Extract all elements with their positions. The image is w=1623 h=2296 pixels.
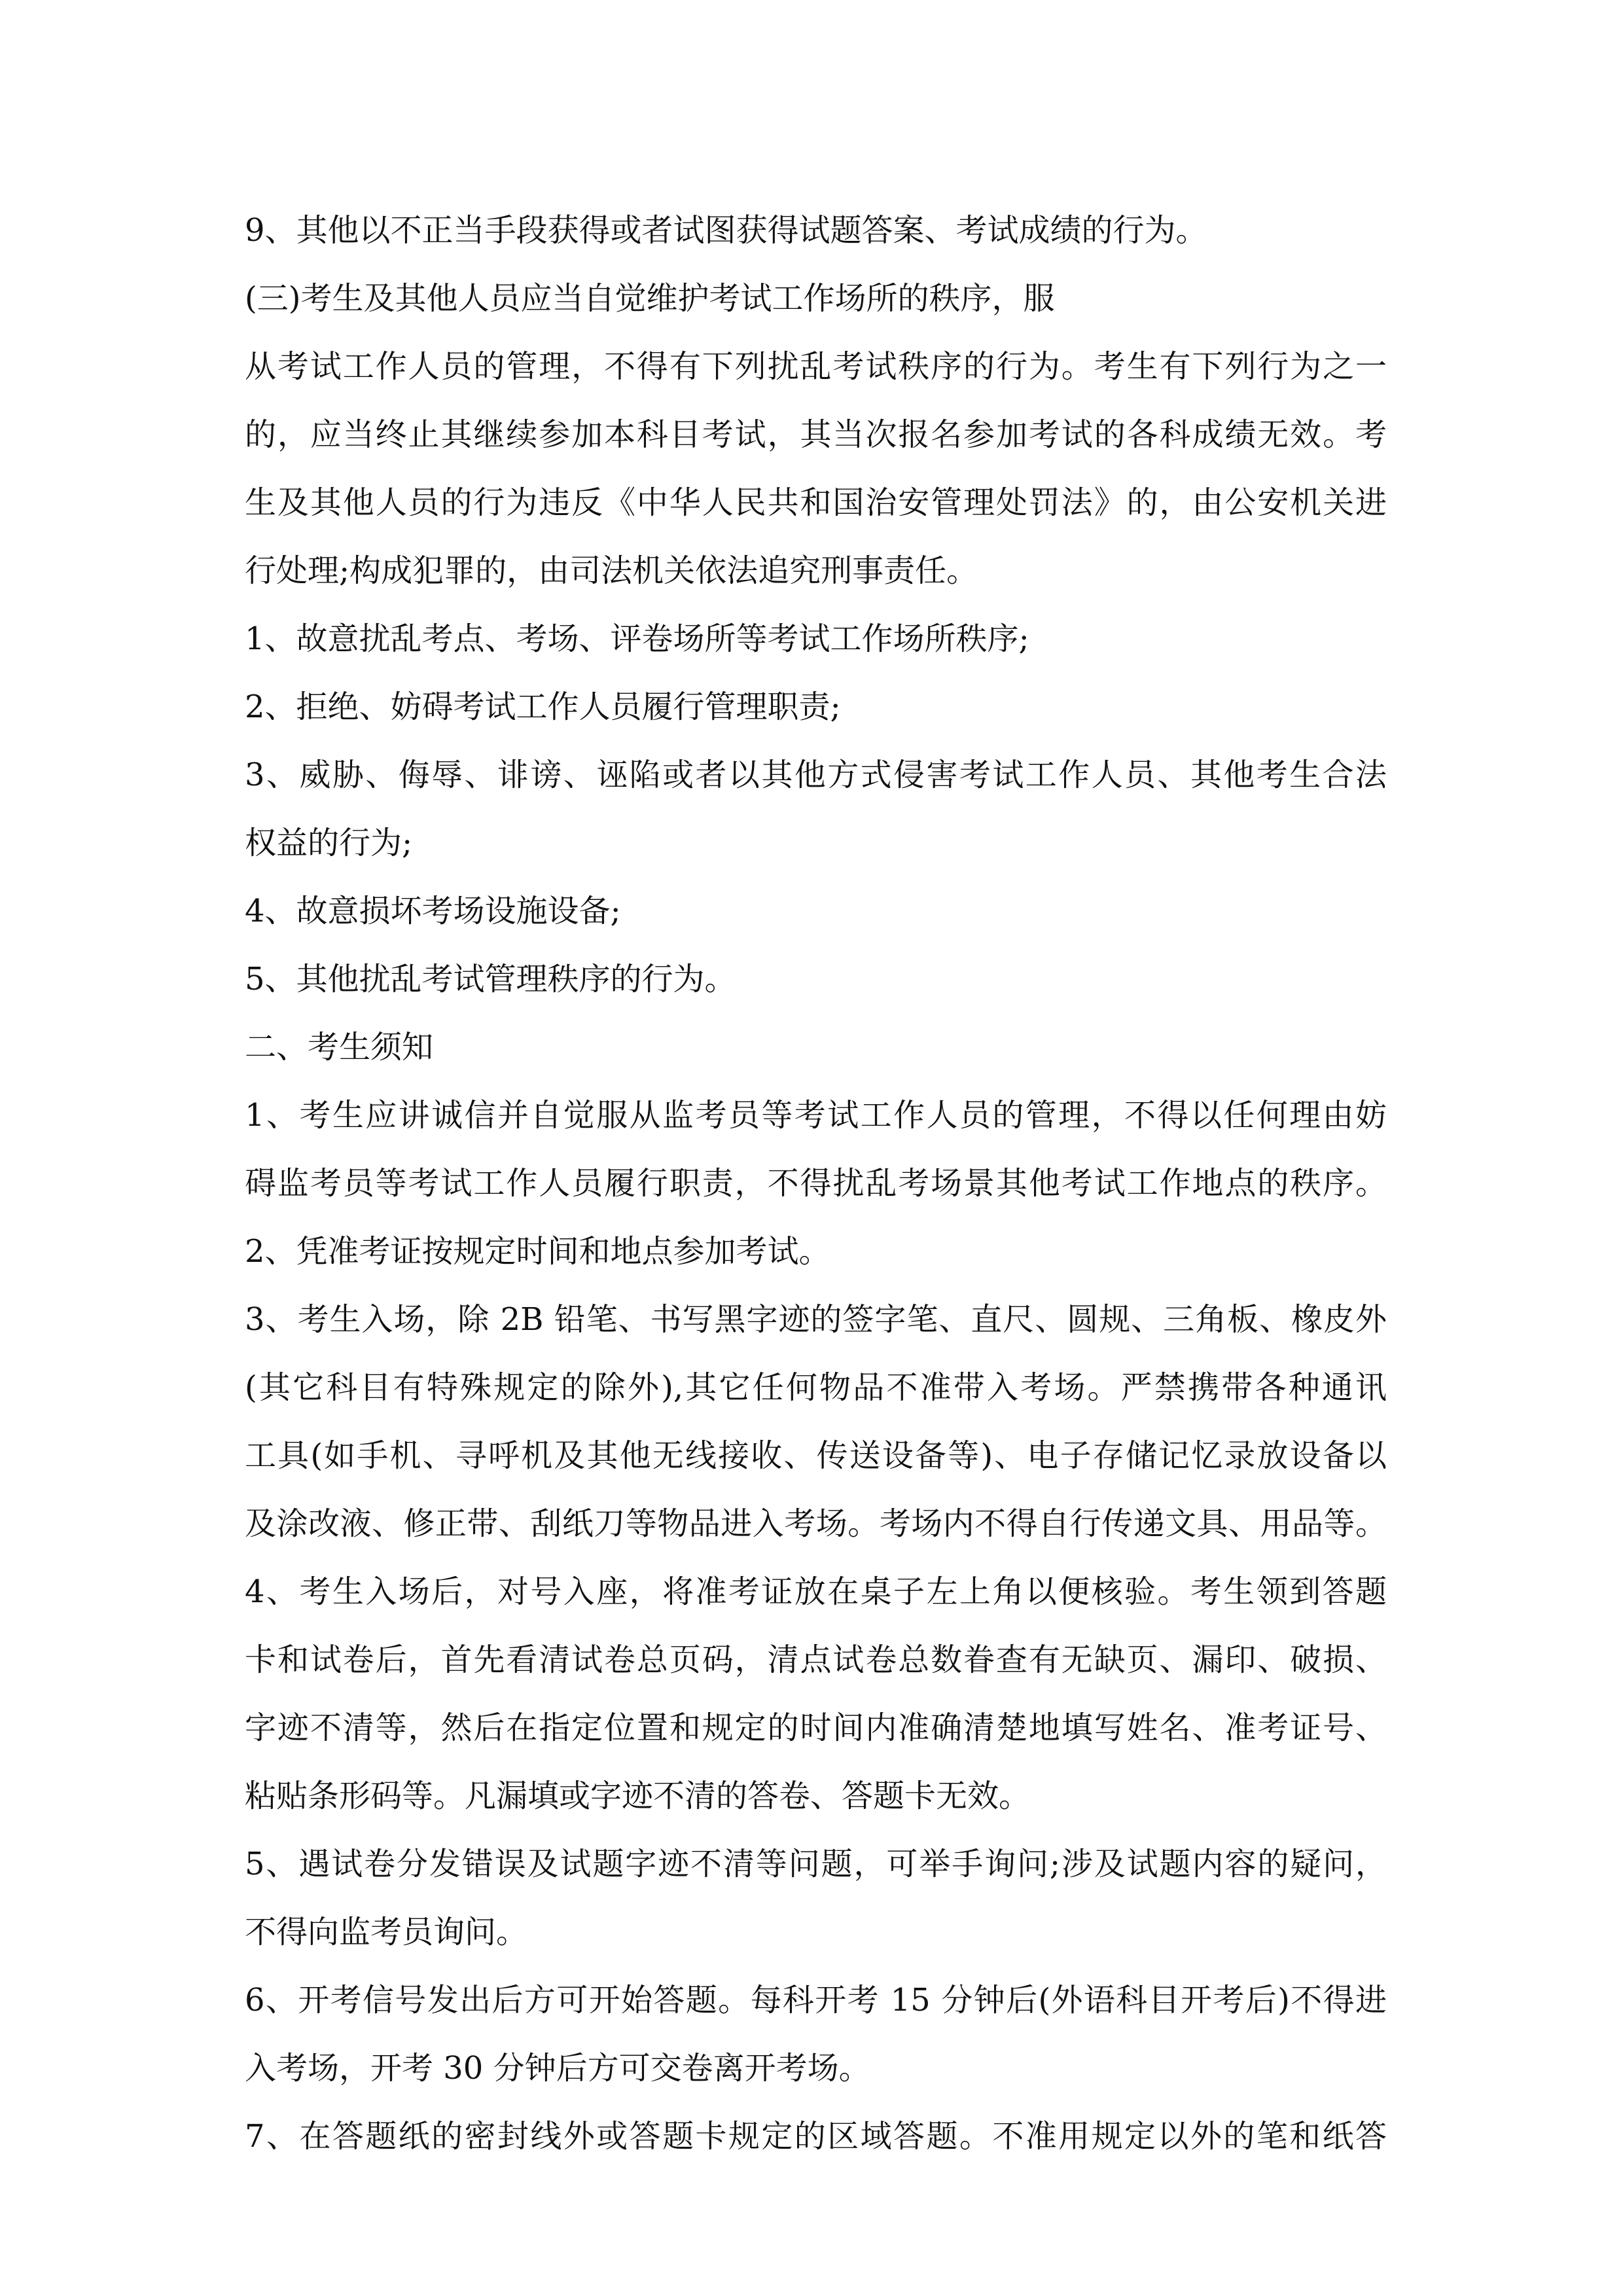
text-line: 工具(如手机、寻呼机及其他无线接收、传送设备等)、电子存储记忆录放设备以 xyxy=(245,1437,1387,1474)
text-line: 3、考生入场，除 2B 铅笔、书写黑字迹的签字笔、直尺、圆规、三角板、橡皮外 xyxy=(245,1301,1387,1338)
text-line: 1、考生应讲诚信并自觉服从监考员等考试工作人员的管理，不得以任何理由妨 xyxy=(245,1097,1387,1134)
text-line: 2、凭准考证按规定时间和地点参加考试。 xyxy=(245,1233,830,1270)
section-heading: 二、考生须知 xyxy=(245,1029,434,1066)
text-line: 3、威胁、侮辱、诽谤、诬陷或者以其他方式侵害考试工作人员、其他考生合法 xyxy=(245,757,1387,793)
text-line: 权益的行为; xyxy=(245,825,413,861)
text-line: (三)考生及其他人员应当自觉维护考试工作场所的秩序，服 xyxy=(245,280,1055,317)
text-line: (其它科目有特殊规定的除外),其它任何物品不准带入考场。严禁携带各种通讯 xyxy=(245,1369,1387,1406)
text-line: 5、其他扰乱考试管理秩序的行为。 xyxy=(245,961,736,997)
text-line: 1、故意扰乱考点、考场、评卷场所等考试工作场所秩序; xyxy=(245,620,1029,657)
text-line: 的，应当终止其继续参加本科目考试，其当次报名参加考试的各科成绩无效。考 xyxy=(245,416,1387,453)
text-line: 4、考生入场后，对号入座，将准考证放在桌子左上角以便核验。考生领到答题 xyxy=(245,1573,1387,1610)
text-line: 入考场，开考 30 分钟后方可交卷离开考场。 xyxy=(245,2050,870,2087)
text-line: 从考试工作人员的管理，不得有下列扰乱考试秩序的行为。考生有下列行为之一 xyxy=(245,348,1387,385)
body-text xyxy=(245,196,1387,2170)
text-line: 卡和试卷后，首先看清试卷总页码，清点试卷总数眷查有无缺页、漏印、破损、 xyxy=(245,1641,1387,1678)
text-line: 6、开考信号发出后方可开始答题。每科开考 15 分钟后(外语科目开考后)不得进 xyxy=(245,1982,1387,2018)
text-line: 不得向监考员询问。 xyxy=(245,1914,528,1950)
text-line: 碍监考员等考试工作人员履行职责，不得扰乱考场景其他考试工作地点的秩序。 xyxy=(245,1165,1387,1202)
text-line: 4、故意损坏考场设施设备; xyxy=(245,893,621,929)
text-line: 生及其他人员的行为违反《中华人民共和国治安管理处罚法》的，由公安机关进 xyxy=(245,484,1387,521)
text-line: 9、其他以不正当手段获得或者试图获得试题答案、考试成绩的行为。 xyxy=(245,212,1207,249)
text-line: 字迹不清等，然后在指定位置和规定的时间内准确清楚地填写姓名、准考证号、 xyxy=(245,1710,1387,1746)
text-line: 7、在答题纸的密封线外或答题卡规定的区域答题。不准用规定以外的笔和纸答 xyxy=(245,2118,1387,2155)
text-line: 2、拒绝、妨碍考试工作人员履行管理职责; xyxy=(245,689,841,725)
text-line: 5、遇试卷分发错误及试题字迹不清等问题，可举手询问;涉及试题内容的疑问， xyxy=(245,1846,1387,1882)
text-line: 行处理;构成犯罪的，由司法机关依法追究刑事责任。 xyxy=(245,552,978,589)
text-line: 粘贴条形码等。凡漏填或字迹不清的答卷、答题卡无效。 xyxy=(245,1778,1031,1814)
text-line: 及涂改液、修正带、刮纸刀等物品进入考场。考场内不得自行传递文具、用品等。 xyxy=(245,1505,1387,1542)
